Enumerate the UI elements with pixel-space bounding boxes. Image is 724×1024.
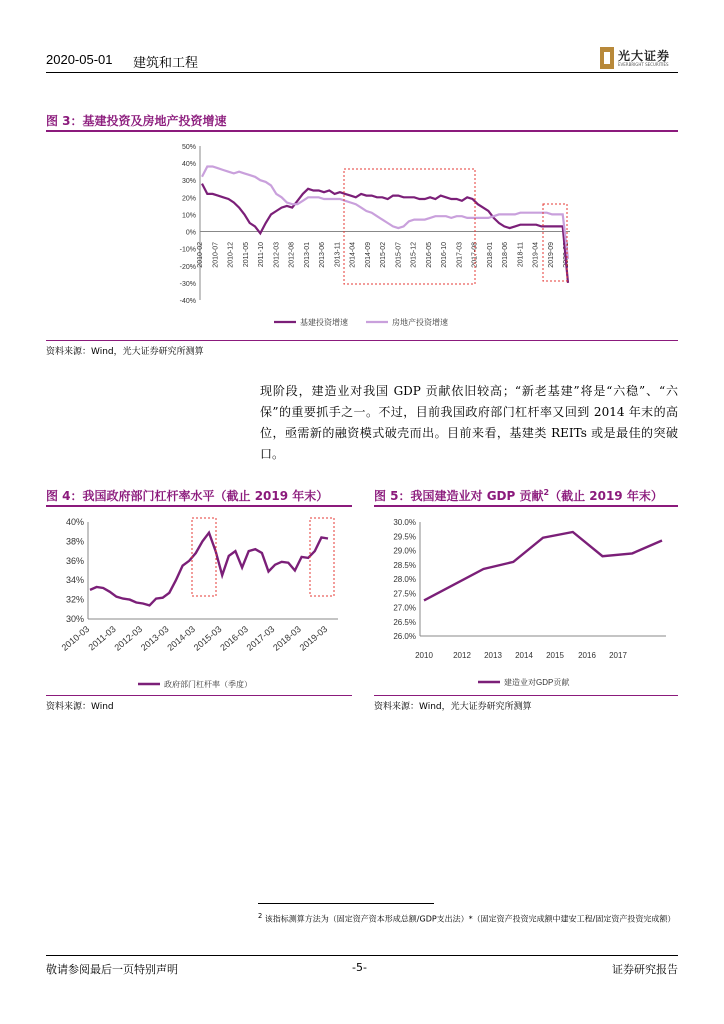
x-tick-label: 2011-05 (242, 242, 250, 268)
y-tick-label: 40% (181, 161, 196, 169)
y-tick-label: 27.0% (393, 603, 416, 613)
y-tick-label: 0% (185, 229, 196, 237)
figure3-rule-top (46, 130, 678, 132)
y-tick-label: 27.5% (393, 589, 416, 599)
figure3-source: 资料来源：Wind，光大证券研究所测算 (46, 347, 204, 357)
legend-label-1: 政府部门杠杆率（季度） (164, 680, 252, 689)
x-tick-label: 2014 (515, 651, 533, 660)
logo-mark-icon (600, 47, 614, 69)
x-tick-label: 2014-04 (349, 242, 357, 268)
x-tick-label: 2010 (415, 651, 433, 660)
x-tick-label: 2013-03 (138, 623, 171, 653)
x-tick-label: 2010-07 (212, 242, 220, 268)
x-tick-label: 2010-03 (59, 623, 92, 653)
footnote (258, 908, 678, 928)
x-tick-label: 2015-12 (410, 242, 418, 268)
figure3-chart (46, 134, 678, 339)
y-tick-label: 32% (65, 594, 84, 605)
x-tick-label: 2014-03 (165, 623, 198, 653)
y-tick-label: 20% (181, 195, 196, 203)
y-tick-label: -40% (179, 298, 196, 305)
series-line-1 (424, 532, 662, 600)
x-tick-label: 2016-05 (425, 242, 433, 268)
x-tick-label: 2015-07 (395, 242, 403, 268)
x-tick-label: 2013 (484, 651, 502, 660)
figure5-title (374, 487, 663, 504)
y-tick-label: 28.0% (393, 575, 416, 584)
figure3-rule-bottom (46, 340, 678, 341)
x-tick-label: 2015-02 (380, 242, 387, 268)
footer-rule (46, 955, 678, 956)
x-tick-label: 2012-03 (273, 242, 281, 268)
y-tick-label: 50% (181, 144, 196, 151)
x-tick-label: 2018-11 (517, 242, 525, 268)
figure5-title-footnote-mark: 2 (543, 488, 550, 497)
y-tick-label: 34% (65, 575, 84, 586)
header-section: 建筑和工程 (133, 56, 199, 71)
logo-subtext: EVERBRIGHT SECURITIES (618, 62, 669, 67)
header-date: 2020-05-01 (46, 52, 113, 67)
x-tick-label: 2017-03 (456, 242, 464, 268)
x-tick-label: 2013-06 (319, 242, 326, 268)
x-tick-label: 2015-03 (191, 623, 224, 653)
x-tick-label: 2019-04 (532, 242, 540, 268)
highlight-box-2 (310, 518, 334, 596)
x-tick-label: 2017-08 (471, 242, 479, 268)
x-tick-label: 2016 (578, 651, 596, 660)
x-tick-label: 2011-10 (258, 242, 265, 268)
x-tick-label: 2018-03 (271, 623, 303, 653)
y-tick-label: 26.5% (393, 617, 416, 627)
x-tick-label: 2011-03 (86, 623, 118, 653)
figure4-source: 资料来源：Wind (46, 702, 114, 712)
y-tick-label: 29.0% (393, 546, 416, 556)
figure5-title-tail: （截止 2019 年末） (549, 489, 663, 503)
x-tick-label: 2015 (546, 651, 564, 660)
figure5-source: 资料来源：Wind，光大证券研究所测算 (374, 702, 532, 712)
x-tick-label: 2014-09 (364, 242, 372, 268)
footnote-mark: 2 (258, 912, 263, 920)
figure5-rule-top (374, 505, 678, 507)
header-rule (46, 72, 678, 73)
y-tick-label: 26.0% (393, 632, 416, 641)
x-tick-label: 2010-02 (197, 242, 204, 268)
x-tick-label: 2019-03 (297, 623, 330, 653)
x-tick-label: 2016-03 (218, 623, 250, 653)
figure3-title: 图 3：基建投资及房地产投资增速 (46, 114, 227, 128)
y-tick-label: 38% (65, 536, 84, 547)
y-tick-label: 10% (181, 212, 196, 220)
x-tick-label: 2017 (609, 651, 627, 660)
y-tick-label: 28.5% (393, 560, 416, 570)
x-tick-label: 2013-11 (334, 242, 342, 268)
footnote-rule (258, 903, 434, 904)
y-tick-label: 30% (65, 614, 84, 624)
y-tick-label: 40% (65, 517, 84, 527)
figure5-title-main: 图 5：我国建造业对 GDP 贡献 (374, 489, 544, 503)
x-tick-label: 2016-10 (441, 242, 448, 268)
logo-text: 光大证券 (618, 49, 671, 63)
figure5-chart (374, 508, 678, 694)
y-tick-label: 36% (65, 555, 84, 566)
legend-label-1: 建造业对GDP贡献 (504, 678, 570, 687)
y-tick-label: -10% (179, 246, 196, 254)
figure5-rule-bottom (374, 695, 678, 696)
y-tick-label: -30% (179, 280, 196, 288)
x-tick-label: 2013-01 (303, 242, 311, 268)
body-paragraph: 现阶段，建造业对我国 GDP 贡献依旧较高；“新老基建”将是“六稳”、“六保”的重要抓手之一。不过，目前我国政府部门杠杆率又回到 2014 年末的高位，亟需新的融资模式破壳而出。目前来看，基建类 REITs 或是最佳的突破口。 (260, 384, 678, 461)
y-tick-label: 30.0% (393, 518, 416, 527)
highlight-box-1 (192, 518, 216, 596)
x-tick-label: 2012 (453, 651, 471, 660)
x-tick-label: 2018-01 (486, 242, 494, 268)
x-tick-label: 2017-03 (244, 623, 277, 653)
figure4-rule-top (46, 505, 352, 507)
figure4-chart (46, 508, 352, 694)
legend-label-1: 基建投资增速 (300, 318, 348, 327)
x-tick-label: 2012-08 (288, 242, 296, 268)
y-tick-label: -20% (179, 263, 196, 271)
footer-report-type: 证券研究报告 (612, 963, 678, 976)
x-tick-label: 2019-09 (547, 242, 555, 268)
footer-disclaimer: 敬请参阅最后一页特别声明 (46, 963, 178, 976)
x-tick-label: 2012-03 (112, 623, 145, 653)
x-tick-label: 2020-02 (563, 242, 570, 268)
x-tick-label: 2018-06 (502, 242, 509, 268)
figure4-title: 图 4：我国政府部门杠杆率水平（截止 2019 年末） (46, 489, 329, 503)
legend-label-2: 房地产投资增速 (392, 318, 448, 327)
x-tick-label: 2010-12 (227, 242, 235, 268)
series-line-1 (90, 533, 328, 606)
y-tick-label: 29.5% (393, 532, 416, 542)
page-number: -5- (352, 961, 367, 974)
y-tick-label: 30% (181, 178, 196, 186)
footnote-text: 该指标测算方法为（固定资产资本形成总额/GDP支出法）*（固定资产投资完成额中建安工程/固定资产投资完成额） (264, 914, 676, 924)
logo (600, 47, 680, 69)
figure4-rule-bottom (46, 695, 352, 696)
